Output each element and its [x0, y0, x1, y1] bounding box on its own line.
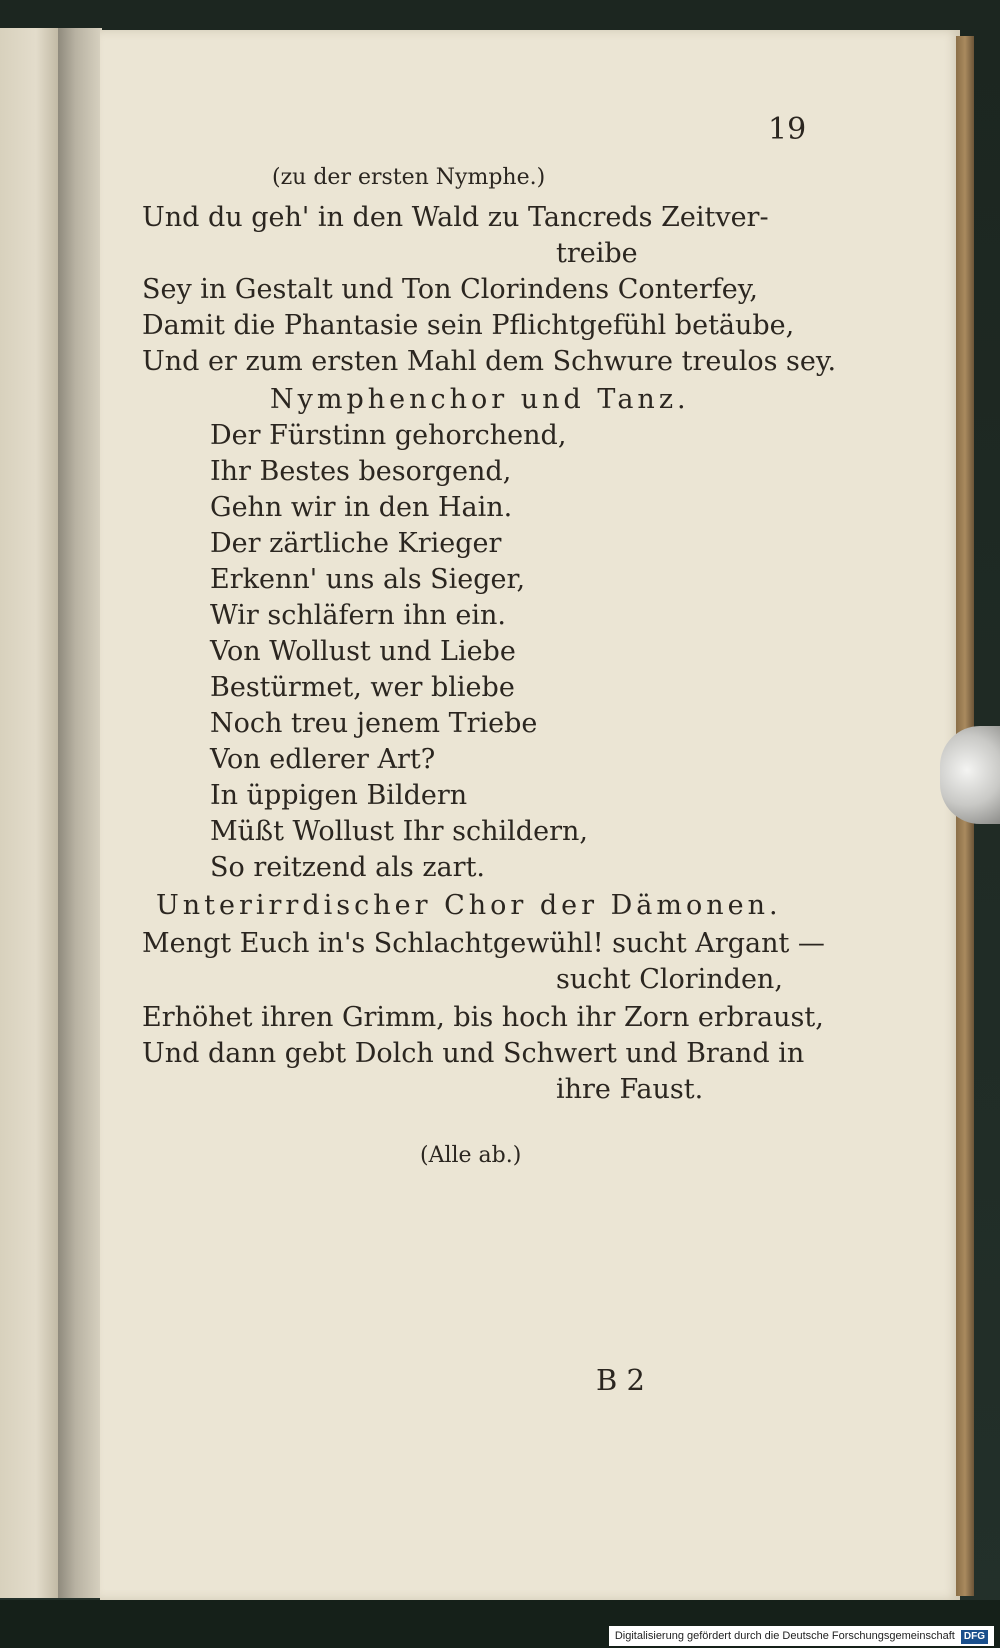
- chorus-line: In üppigen Bildern: [210, 780, 468, 811]
- verse-line: Sey in Gestalt und Ton Clorindens Conterfey,: [142, 274, 758, 305]
- credit-text: Digitalisierung gefördert durch die Deutsche Forschungsgemeinschaft: [614, 1630, 955, 1642]
- verse-line-continuation: treibe: [556, 238, 638, 269]
- digitization-credit: [609, 1626, 994, 1646]
- chorus-line: Ihr Bestes besorgend,: [210, 456, 512, 487]
- left-page-edge: [0, 28, 60, 1598]
- chorus-line: Noch treu jenem Triebe: [210, 708, 538, 739]
- chorus-line: Von edlerer Art?: [210, 744, 436, 775]
- chorus-line: Der zärtliche Krieger: [210, 528, 502, 559]
- page-number: 19: [768, 112, 807, 147]
- verse-line-continuation: sucht Clorinden,: [556, 964, 783, 995]
- page-clip: [940, 726, 1000, 824]
- stage-direction: (Alle ab.): [420, 1143, 522, 1168]
- chorus-line: Wir schläfern ihn ein.: [210, 600, 506, 631]
- speaker-heading: Nymphenchor und Tanz.: [270, 384, 690, 415]
- chorus-line: Der Fürstinn gehorchend,: [210, 420, 567, 451]
- verse-line: Und er zum ersten Mahl dem Schwure treulos sey.: [142, 346, 837, 377]
- stage-direction: (zu der ersten Nymphe.): [272, 165, 546, 190]
- chorus-line: Von Wollust und Liebe: [210, 636, 516, 667]
- verse-line: Und du geh' in den Wald zu Tancreds Zeitver-: [142, 202, 769, 233]
- chorus-line: Erkenn' uns als Sieger,: [210, 564, 526, 595]
- chorus-line: Müßt Wollust Ihr schildern,: [210, 816, 588, 847]
- verse-line: Und dann gebt Dolch und Schwert und Brand in: [142, 1038, 805, 1069]
- chorus-line: Bestürmet, wer bliebe: [210, 672, 515, 703]
- verse-line-continuation: ihre Faust.: [556, 1074, 704, 1105]
- verse-line: Damit die Phantasie sein Pflichtgefühl betäube,: [142, 310, 795, 341]
- chorus-line: Gehn wir in den Hain.: [210, 492, 513, 523]
- signature-mark: B 2: [596, 1363, 645, 1397]
- book-gutter: [58, 28, 102, 1598]
- verse-line: Erhöhet ihren Grimm, bis hoch ihr Zorn erbraust,: [142, 1002, 824, 1033]
- dfg-logo: DFG: [961, 1630, 988, 1644]
- verse-line: Mengt Euch in's Schlachtgewühl! sucht Argant —: [142, 928, 825, 959]
- speaker-heading: Unterirrdischer Chor der Dämonen.: [156, 890, 782, 921]
- chorus-line: So reitzend als zart.: [210, 852, 485, 883]
